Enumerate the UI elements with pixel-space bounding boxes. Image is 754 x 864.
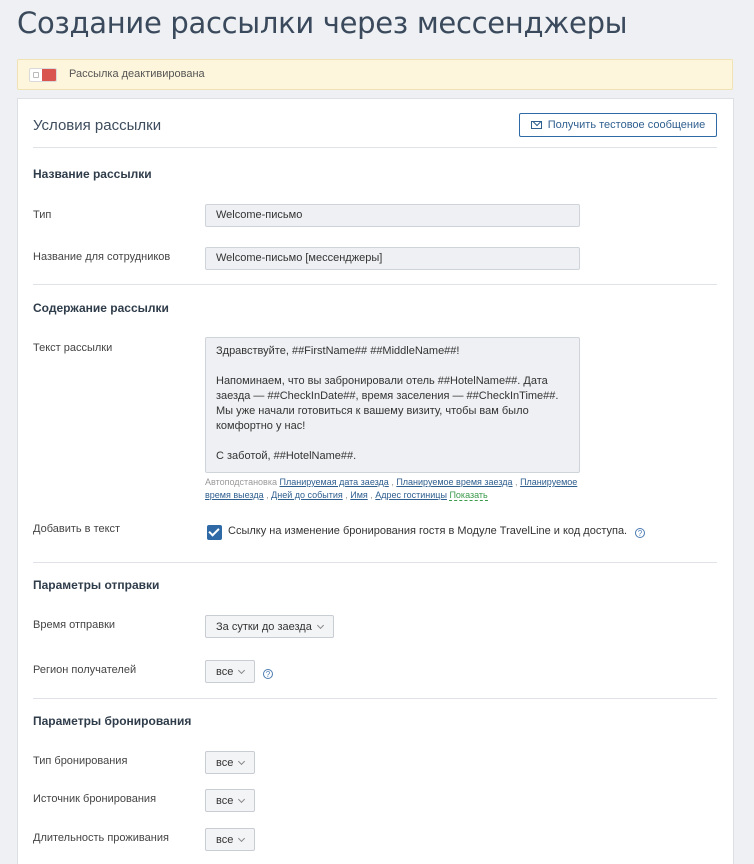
help-icon[interactable]: ? xyxy=(263,669,273,679)
send-time-select[interactable] xyxy=(205,615,334,638)
region-label: Регион получателей xyxy=(33,664,137,676)
stay-duration-label: Длительность проживания xyxy=(33,832,169,844)
stay-duration-value: все xyxy=(216,833,234,846)
staff-name-label: Название для сотрудников xyxy=(33,251,171,263)
test-button-label: Получить тестовое сообщение xyxy=(547,119,706,131)
region-select[interactable] xyxy=(205,660,255,683)
status-alert xyxy=(17,59,733,90)
send-time-label: Время отправки xyxy=(33,619,116,631)
booking-link-checkbox[interactable] xyxy=(207,525,222,540)
divider xyxy=(33,284,717,285)
autosub-link[interactable]: Адрес гостиницы xyxy=(375,490,447,500)
chevron-down-icon xyxy=(238,757,245,764)
panel-title: Условия рассылки xyxy=(33,117,162,134)
autosub-link[interactable]: Планируемая дата заезда xyxy=(279,477,389,487)
autosub-show-link[interactable]: Показать xyxy=(449,490,488,500)
region-value: все xyxy=(216,665,234,678)
divider xyxy=(33,147,717,148)
divider xyxy=(33,562,717,563)
conditions-panel xyxy=(17,98,734,864)
autosubstitution: Автоподстановка Планируемая дата заезда , Планируемое время заезда , Планируемое время выезда , Дней до события , Имя , Адрес гостиницы Показать xyxy=(205,477,578,500)
send-time-value: За сутки до заезда xyxy=(216,620,312,633)
message-textarea[interactable]: Здравствуйте, ##FirstName## ##MiddleName##! Напоминаем, что вы забронировали отель ##HotelName##. Дата заезда — ##CheckInDate##, время заселения — ##CheckInTime##. Мы уже начали готовиться к вашему визиту, чтобы вам было комфортно у нас! С заботой, ##HotelName##. xyxy=(205,337,580,473)
autosub-link[interactable]: Планируемое время выезда xyxy=(205,477,578,500)
toggle-off-icon xyxy=(33,72,39,78)
divider xyxy=(33,698,717,699)
activation-toggle[interactable] xyxy=(29,68,57,82)
toggle-knob xyxy=(42,69,56,81)
alert-text: Рассылка деактивирована xyxy=(69,68,205,80)
autosub-label: Автоподстановка xyxy=(205,477,277,487)
section-title-name: Название рассылки xyxy=(33,167,152,181)
type-label: Тип xyxy=(33,209,52,221)
booking-type-value: все xyxy=(216,756,234,769)
chevron-down-icon xyxy=(238,666,245,673)
autosub-link[interactable]: Планируемое время заезда xyxy=(396,477,513,487)
booking-type-select[interactable] xyxy=(205,751,255,774)
section-title-booking: Параметры бронирования xyxy=(33,714,192,728)
get-test-message-button[interactable] xyxy=(519,113,717,137)
message-text-label: Текст рассылки xyxy=(33,342,113,354)
stay-duration-select[interactable] xyxy=(205,828,255,851)
booking-source-select[interactable] xyxy=(205,789,255,812)
add-to-text-label: Добавить в текст xyxy=(33,523,121,535)
booking-source-label: Источник бронирования xyxy=(33,793,157,805)
autosub-link[interactable]: Дней до события xyxy=(271,490,343,500)
type-field: Welcome-письмо xyxy=(205,204,580,227)
page-title: Создание рассылки через мессенджеры xyxy=(17,6,628,40)
booking-link-checkbox-label: Ссылку на изменение бронирования гостя в Модуле TravelLine и код доступа. xyxy=(228,525,628,537)
chevron-down-icon xyxy=(238,834,245,841)
booking-type-label: Тип бронирования xyxy=(33,755,128,767)
staff-name-field[interactable]: Welcome-письмо [мессенджеры] xyxy=(205,247,580,270)
help-icon[interactable]: ? xyxy=(635,528,645,538)
booking-source-value: все xyxy=(216,794,234,807)
autosub-link[interactable]: Имя xyxy=(350,490,368,500)
chevron-down-icon xyxy=(238,795,245,802)
mail-icon xyxy=(531,121,542,129)
section-title-content: Содержание рассылки xyxy=(33,301,169,315)
chevron-down-icon xyxy=(317,621,324,628)
section-title-send: Параметры отправки xyxy=(33,578,160,592)
